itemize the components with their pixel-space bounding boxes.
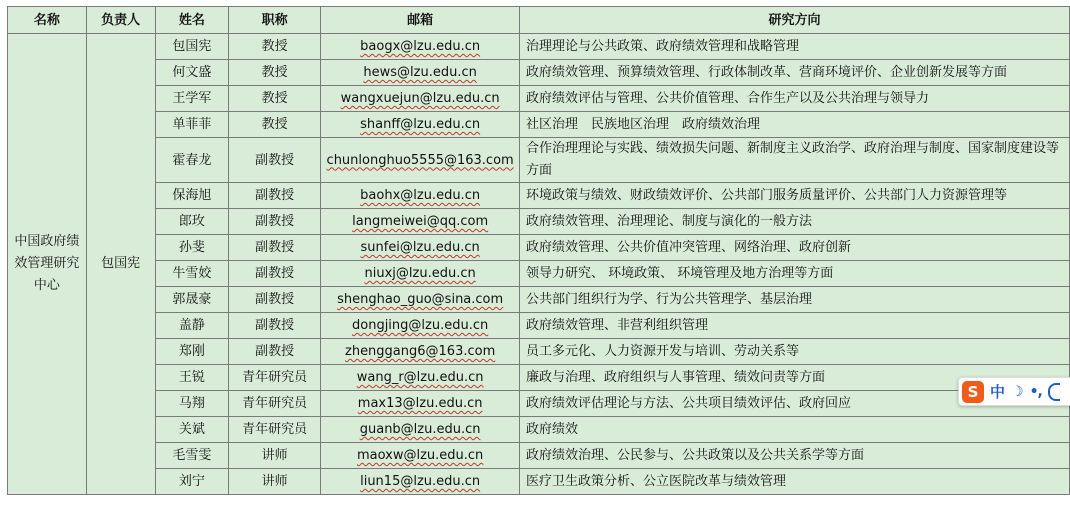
email-text: baohx@lzu.edu.cn (360, 188, 481, 203)
person-name-cell[interactable]: 牛雪姣 (155, 261, 229, 287)
table-row (8, 391, 1070, 417)
email-text: sunfei@lzu.edu.cn (360, 240, 480, 255)
person-name-cell[interactable]: 郎玫 (155, 209, 229, 235)
person-title-cell[interactable]: 副教授 (229, 313, 321, 339)
person-title-cell[interactable]: 讲师 (229, 443, 321, 469)
email-text: hews@lzu.edu.cn (363, 65, 477, 80)
person-name-cell[interactable]: 王锐 (155, 365, 229, 391)
person-email-cell[interactable] (321, 417, 520, 443)
header-person[interactable]: 姓名 (155, 7, 229, 34)
email-text: langmeiwei@qq.com (352, 214, 489, 229)
ime-more-icon[interactable] (1048, 383, 1060, 401)
email-text: chunlonghuo5555@163.com (326, 152, 514, 168)
person-title-cell[interactable]: 教授 (229, 86, 321, 112)
research-direction-cell[interactable]: 政府绩效 (520, 417, 1070, 443)
person-name-cell[interactable]: 霍春龙 (155, 138, 229, 183)
person-email-cell[interactable] (321, 287, 520, 313)
person-title-cell[interactable]: 副教授 (229, 209, 321, 235)
person-title-cell[interactable]: 副教授 (229, 183, 321, 209)
person-name-cell[interactable]: 何文盛 (155, 60, 229, 86)
person-name-cell[interactable]: 毛雪雯 (155, 443, 229, 469)
table-row (8, 261, 1070, 287)
header-email[interactable]: 邮箱 (321, 7, 520, 34)
person-email-cell[interactable] (321, 183, 520, 209)
person-email-cell[interactable] (321, 34, 520, 60)
ime-logo-icon[interactable]: S (962, 381, 984, 403)
table-row (8, 86, 1070, 112)
table-row (8, 209, 1070, 235)
email-text: zhenggang6@163.com (345, 344, 496, 359)
email-text: wangxuejun@lzu.edu.cn (340, 91, 500, 106)
person-email-cell[interactable] (321, 112, 520, 138)
person-title-cell[interactable]: 副教授 (229, 235, 321, 261)
ime-toolbar[interactable] (958, 377, 1070, 406)
header-research[interactable]: 研究方向 (520, 7, 1070, 34)
email-text: shanff@lzu.edu.cn (360, 117, 481, 132)
faculty-table (7, 6, 1070, 495)
table-body (8, 34, 1070, 495)
research-direction-cell[interactable]: 政府绩效管理、预算绩效管理、行政体制改革、营商环境评价、企业创新发展等方面 (520, 60, 1070, 86)
research-direction-cell[interactable]: 员工多元化、人力资源开发与培训、劳动关系等 (520, 339, 1070, 365)
research-direction-cell[interactable]: 政府绩效评估与管理、公共价值管理、合作生产以及公共治理与领导力 (520, 86, 1070, 112)
person-title-cell[interactable]: 副教授 (229, 339, 321, 365)
header-name[interactable]: 名称 (8, 7, 87, 34)
table-row (8, 183, 1070, 209)
header-title[interactable]: 职称 (229, 7, 321, 34)
email-text: wang_r@lzu.edu.cn (356, 370, 484, 385)
person-title-cell[interactable]: 讲师 (229, 469, 321, 495)
table-row (8, 469, 1070, 495)
research-direction-cell[interactable]: 廉政与治理、政府组织与人事管理、绩效问责等方面 (520, 365, 1070, 391)
email-text: guanb@lzu.edu.cn (359, 422, 481, 437)
research-direction-cell[interactable]: 医疗卫生政策分析、公立医院改革与绩效管理 (520, 469, 1070, 495)
person-title-cell[interactable]: 青年研究员 (229, 391, 321, 417)
research-direction-cell[interactable]: 政府绩效管理、公共价值冲突管理、网络治理、政府创新 (520, 235, 1070, 261)
person-name-cell[interactable]: 孙斐 (155, 235, 229, 261)
email-text: niuxj@lzu.edu.cn (364, 266, 476, 281)
person-title-cell[interactable]: 副教授 (229, 287, 321, 313)
header-leader[interactable]: 负责人 (86, 7, 155, 34)
table-row (8, 365, 1070, 391)
person-title-cell[interactable]: 教授 (229, 112, 321, 138)
person-name-cell[interactable]: 保海旭 (155, 183, 229, 209)
table-row (8, 443, 1070, 469)
email-text: dongjing@lzu.edu.cn (352, 318, 489, 333)
person-email-cell[interactable] (321, 339, 520, 365)
table-row (8, 417, 1070, 443)
person-title-cell[interactable]: 青年研究员 (229, 365, 321, 391)
punctuation-icon[interactable]: •, (1029, 383, 1042, 400)
research-direction-cell[interactable]: 社区治理 民族地区治理 政府绩效治理 (520, 112, 1070, 138)
person-name-cell[interactable]: 马翔 (155, 391, 229, 417)
ime-mode-toggle[interactable]: 中 (990, 383, 1006, 401)
research-direction-cell[interactable]: 政府绩效评估理论与方法、公共项目绩效评估、政府回应 (520, 391, 1070, 417)
person-email-cell[interactable] (321, 313, 520, 339)
table-row (8, 34, 1070, 60)
person-email-cell[interactable] (321, 469, 520, 495)
email-text: shenghao_guo@sina.com (337, 292, 504, 307)
person-email-cell[interactable] (321, 443, 520, 469)
header-row (8, 7, 1070, 34)
research-direction-cell[interactable]: 政府绩效管理、治理理论、制度与演化的一般方法 (520, 209, 1070, 235)
person-email-cell[interactable] (321, 138, 520, 183)
research-direction-cell[interactable]: 政府绩效管理、非营利组织管理 (520, 313, 1070, 339)
research-direction-cell[interactable]: 领导力研究、 环境政策、 环境管理及地方治理等方面 (520, 261, 1070, 287)
table-row (8, 235, 1070, 261)
center-leader-cell[interactable]: 包国宪 (86, 34, 155, 495)
person-name-cell[interactable]: 刘宁 (155, 469, 229, 495)
table-row (8, 339, 1070, 365)
table-row (8, 287, 1070, 313)
person-name-cell[interactable]: 郭晟豪 (155, 287, 229, 313)
research-direction-cell[interactable]: 环境政策与绩效、财政绩效评价、公共部门服务质量评价、公共部门人力资源管理等 (520, 183, 1070, 209)
email-text: max13@lzu.edu.cn (357, 396, 483, 411)
person-title-cell[interactable]: 教授 (229, 34, 321, 60)
table-row (8, 313, 1070, 339)
person-name-cell[interactable]: 盖静 (155, 313, 229, 339)
person-email-cell[interactable] (321, 391, 520, 417)
person-name-cell[interactable]: 单菲菲 (155, 112, 229, 138)
center-name-cell[interactable]: 中国政府绩效管理研究中心 (8, 34, 87, 495)
table-row (8, 112, 1070, 138)
person-name-cell[interactable]: 郑刚 (155, 339, 229, 365)
person-title-cell[interactable]: 副教授 (229, 261, 321, 287)
person-email-cell[interactable] (321, 365, 520, 391)
email-text: maoxw@lzu.edu.cn (356, 448, 484, 463)
research-direction-cell[interactable]: 合作治理理论与实践、绩效损失问题、新制度主义政治学、政府治理与制度、国家制度建设等方面 (520, 138, 1070, 183)
table-row (8, 138, 1070, 183)
person-title-cell[interactable]: 教授 (229, 60, 321, 86)
person-email-cell[interactable] (321, 60, 520, 86)
person-title-cell[interactable]: 副教授 (229, 138, 321, 183)
person-name-cell[interactable]: 包国宪 (155, 34, 229, 60)
person-email-cell[interactable] (321, 235, 520, 261)
research-direction-cell[interactable]: 公共部门组织行为学、行为公共管理学、基层治理 (520, 287, 1070, 313)
table-row (8, 60, 1070, 86)
research-direction-cell[interactable]: 治理理论与公共政策、政府绩效管理和战略管理 (520, 34, 1070, 60)
person-email-cell[interactable] (321, 86, 520, 112)
person-name-cell[interactable]: 王学军 (155, 86, 229, 112)
moon-icon[interactable]: ☽ (1011, 383, 1024, 400)
email-text: liun15@lzu.edu.cn (360, 474, 481, 489)
person-email-cell[interactable] (321, 261, 520, 287)
email-text: baogx@lzu.edu.cn (360, 39, 481, 54)
person-title-cell[interactable]: 青年研究员 (229, 417, 321, 443)
person-email-cell[interactable] (321, 209, 520, 235)
person-name-cell[interactable]: 关斌 (155, 417, 229, 443)
research-direction-cell[interactable]: 政府绩效治理、公民参与、公共政策以及公共关系学等方面 (520, 443, 1070, 469)
